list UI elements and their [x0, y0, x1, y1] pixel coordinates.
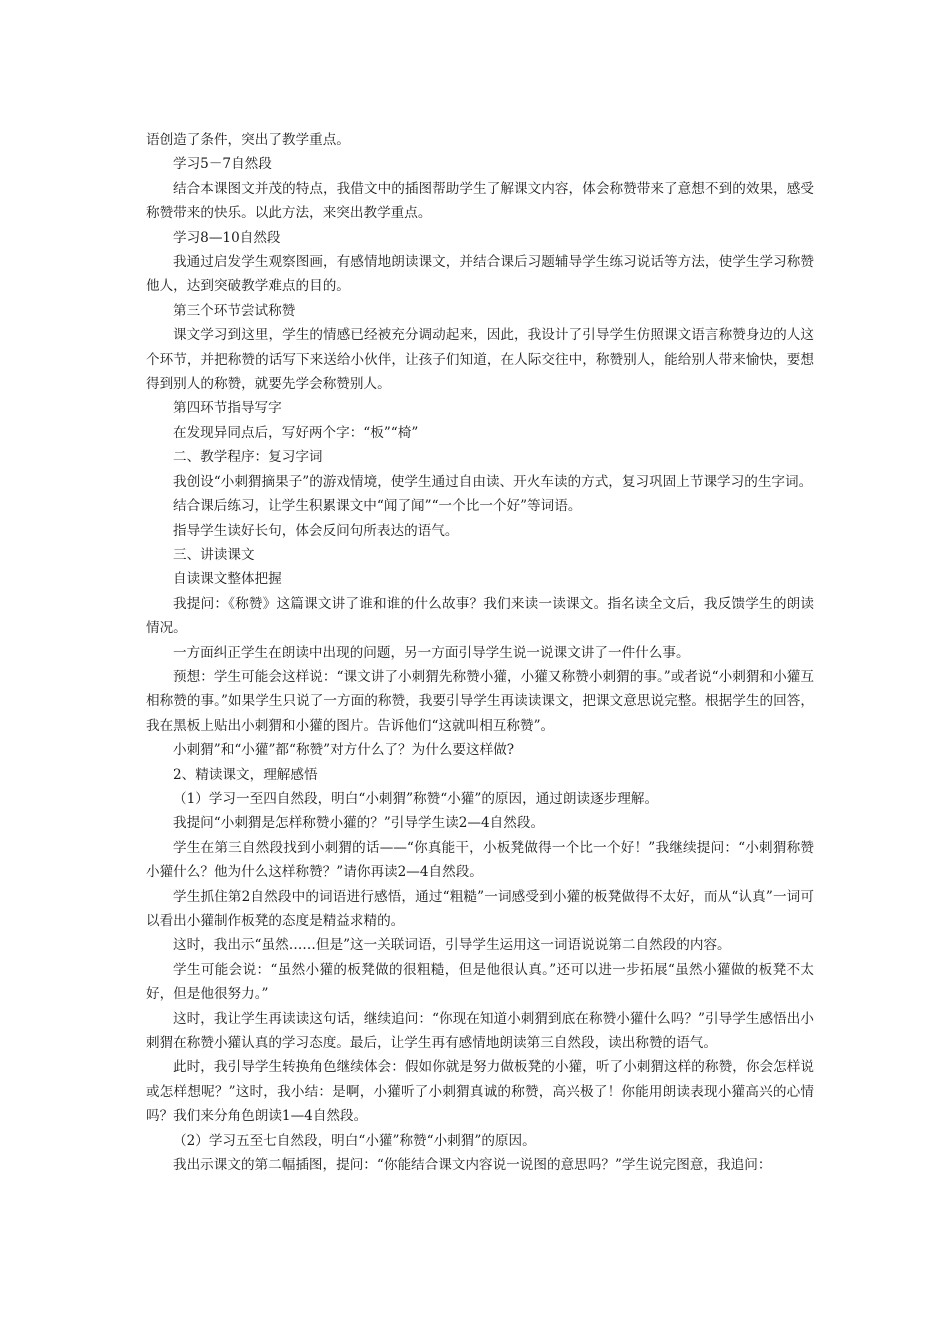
paragraph: 课文学习到这里，学生的情感已经被充分调动起来，因此，我设计了引导学生仿照课文语言称赞身边的人这个环节，并把称赞的话写下来送给小伙伴，让孩子们知道，在人际交往中，称赞别人，能给别人带来愉快，要想得到别人的称赞，就要先学会称赞别人。	[146, 327, 814, 393]
paragraph: 小刺猬”和“小獾”都“称赞”对方什么了？为什么要这样做?	[173, 742, 515, 759]
paragraph: 这时，我出示“虽然……但是”这一关联词语，引导学生运用这一词语说说第二自然段的内容。	[173, 937, 731, 954]
paragraph: 我提问“小刺猬是怎样称赞小獾的？”引导学生读2—4自然段。	[173, 815, 545, 832]
paragraph: 三、讲读课文	[173, 546, 255, 563]
paragraph: 一方面纠正学生在朗读中出现的问题，另一方面引导学生说一说课文讲了一件什么事。	[173, 644, 690, 661]
paragraph: 第四环节指导写字	[173, 400, 282, 417]
paragraph: 自读课文整体把握	[173, 571, 282, 588]
paragraph: 我创设“小刺猬摘果子”的游戏情境，使学生通过自由读、开火车读的方式，复习巩固上节课学习的生字词。	[173, 473, 813, 490]
paragraph: 语创造了条件，突出了教学重点。	[146, 132, 350, 148]
paragraph: 学习5－7自然段	[173, 156, 272, 173]
paragraph: （1）学习一至四自然段，明白“小刺猬”称赞“小獾”的原因，通过朗读逐步理解。	[173, 790, 659, 807]
paragraph: 我提问：《称赞》这篇课文讲了谁和谁的什么故事？我们来读一读课文。指名读全文后，我反馈学生的朗读情况。	[146, 595, 814, 637]
paragraph: 学生在第三自然段找到小刺猬的话——“你真能干，小板凳做得一个比一个好！”我继续提问：“小刺猬称赞小獾什么？他为什么这样称赞？”请你再读2—4自然段。	[146, 839, 814, 881]
document-body	[146, 128, 814, 1177]
paragraph: （2）学习五至七自然段，明白“小獾”称赞“小刺猬”的原因。	[173, 1132, 536, 1149]
paragraph: 这时，我让学生再读读这句话，继续追问：“你现在知道小刺猬到底在称赞小獾什么吗？”引导学生感悟出小刺猬在称赞小獾认真的学习态度。最后，让学生再有感情地朗读第三自然段，读出称赞的语气。	[146, 1010, 814, 1052]
paragraph: 二、教学程序：复习字词	[173, 449, 323, 466]
paragraph: 结合课后练习，让学生积累课文中“闻了闻”“一个比一个好”等词语。	[173, 498, 582, 515]
paragraph: 第三个环节尝试称赞	[173, 302, 296, 319]
paragraph: 学生抓住第2自然段中的词语进行感悟，通过“粗糙”一词感受到小獾的板凳做得不太好，而从“认真”一词可以看出小獾制作板凳的态度是精益求精的。	[146, 888, 814, 929]
paragraph: 我出示课文的第二幅插图，提问：“你能结合课文内容说一说图的意思吗？”学生说完图意，我追问：	[173, 1157, 772, 1174]
paragraph: 预想：学生可能会这样说：“课文讲了小刺猬先称赞小獾，小獾又称赞小刺猬的事。”或者说“小刺猬和小獾互相称赞的事。”如果学生只说了一方面的称赞，我要引导学生再读读课文，把课文意思说完整。根据学生的回答，我在黑板上贴出小刺猬和小獾的图片。告诉他们“这就叫相互称赞”。	[146, 668, 814, 734]
paragraph: 此时，我引导学生转换角色继续体会：假如你就是努力做板凳的小獾，听了小刺猬这样的称赞，你会怎样说或怎样想呢？”这时，我小结：是啊，小獾听了小刺猬真诚的称赞，高兴极了！你能用朗读表现小獾高兴的心情吗？我们来分角色朗读1—4自然段。	[146, 1059, 814, 1125]
paragraph: 在发现异同点后，写好两个字：“板”“椅”	[173, 424, 419, 441]
paragraph: 2、精读课文，理解感悟	[173, 766, 318, 783]
paragraph: 结合本课图文并茂的特点，我借文中的插图帮助学生了解课文内容，体会称赞带来了意想不到的效果，感受称赞带来的快乐。以此方法，来突出教学重点。	[146, 180, 814, 222]
paragraph: 学生可能会说：“虽然小獾的板凳做的很粗糙，但是他很认真。”还可以进一步拓展“虽然小獾做的板凳不太好，但是他很努力。”	[146, 961, 814, 1003]
paragraph: 我通过启发学生观察图画，有感情地朗读课文，并结合课后习题辅导学生练习说话等方法，使学生学习称赞他人，达到突破教学难点的目的。	[146, 254, 814, 295]
paragraph: 学习8—10自然段	[173, 229, 281, 246]
paragraph: 指导学生读好长句，体会反问句所表达的语气。	[173, 522, 459, 539]
